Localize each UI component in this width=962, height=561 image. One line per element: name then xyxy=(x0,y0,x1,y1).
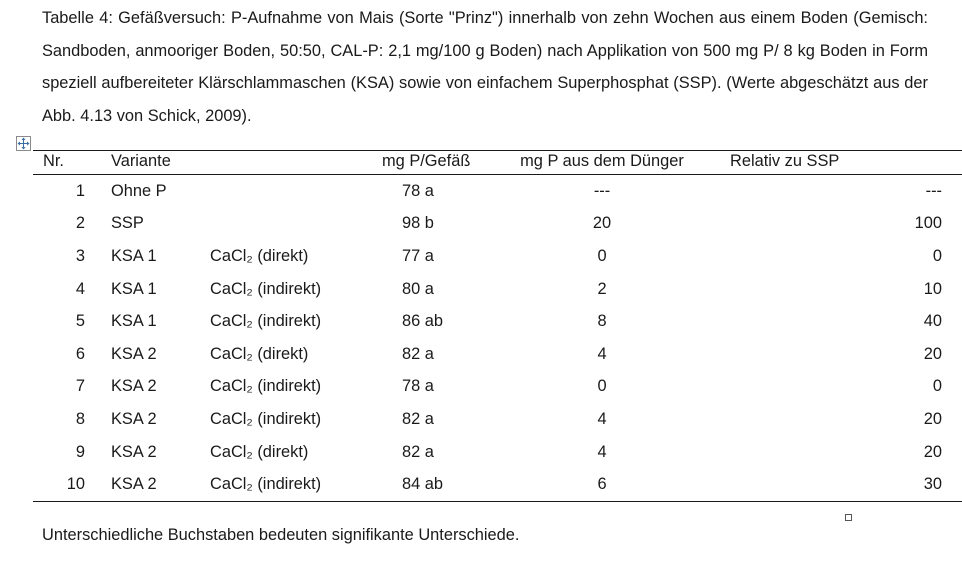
cell-relativ-ssp: 40 xyxy=(923,312,942,331)
cell-relativ-ssp: 10 xyxy=(923,279,942,298)
cell-mg-p-duenger: 4 xyxy=(597,442,607,461)
cell-nr: 3 xyxy=(75,246,85,265)
cell-variante: Ohne P xyxy=(111,181,167,200)
cell-mg-p-duenger: 0 xyxy=(597,377,607,396)
cell-extraktion: CaCl₂ (indirekt) xyxy=(210,468,357,501)
cell-nr: 5 xyxy=(75,312,85,331)
move-arrows-icon xyxy=(17,137,30,150)
header-nr: Nr. xyxy=(33,151,85,175)
cell-extraktion: CaCl₂ (indirekt) xyxy=(210,279,322,298)
header-relativ-ssp: Relativ zu SSP xyxy=(695,151,962,175)
cell-relativ-ssp: --- xyxy=(925,181,942,200)
data-table xyxy=(33,150,962,502)
cell-extraktion: CaCl₂ (direkt) xyxy=(210,442,309,461)
cell-nr: 7 xyxy=(75,377,85,396)
cell-relativ-ssp: 20 xyxy=(923,442,942,461)
table-resize-handle[interactable] xyxy=(845,514,852,521)
cell-relativ-ssp: 30 xyxy=(695,468,962,501)
table-row xyxy=(33,338,962,371)
table-row xyxy=(33,468,962,501)
cell-nr: 4 xyxy=(75,279,85,298)
cell-mg-p-gefaess: 98 b xyxy=(402,214,434,233)
header-mg-p-duenger: mg P aus dem Dünger xyxy=(509,151,695,175)
cell-mg-p-duenger: 20 xyxy=(592,214,612,233)
table-row xyxy=(33,240,962,273)
cell-mg-p-gefaess: 78 a xyxy=(402,181,434,200)
table-row xyxy=(33,273,962,306)
cell-extraktion: CaCl₂ (direkt) xyxy=(210,246,309,265)
cell-variante: SSP xyxy=(111,214,144,233)
table-caption: Tabelle 4: Gefäßversuch: P-Aufnahme von Mais (Sorte "Prinz") innerhalb von zehn Wochen aus einem Boden (Gemisch: Sandboden, anmooriger Boden, 50:50, CAL-P: 2,1 mg/100 g Boden) nach Applikation von 500 mg P/ 8 kg Boden in Form speziell aufbereiteter Klärschlammaschen (KSA) sowie von einfachem Superphosphat (SSP). (Werte abgeschätzt aus der Abb. 4.13 von Schick, 2009). xyxy=(42,9,928,125)
cell-extraktion xyxy=(210,175,357,208)
cell-variante: KSA 2 xyxy=(85,468,210,501)
cell-mg-p-gefaess: 82 a xyxy=(402,344,434,363)
cell-mg-p-duenger: 4 xyxy=(597,344,607,363)
cell-nr: 1 xyxy=(75,181,85,200)
cell-mg-p-duenger: 6 xyxy=(509,468,695,501)
table-row xyxy=(33,436,962,469)
cell-relativ-ssp: 0 xyxy=(932,377,942,396)
cell-mg-p-gefaess: 86 ab xyxy=(402,312,444,331)
cell-extraktion: CaCl₂ (indirekt) xyxy=(210,312,322,331)
cell-variante: KSA 1 xyxy=(111,246,157,265)
cell-mg-p-duenger: 4 xyxy=(597,409,607,428)
header-extraktion xyxy=(210,151,357,175)
table-move-handle[interactable] xyxy=(16,136,31,151)
cell-relativ-ssp: 0 xyxy=(932,246,942,265)
cell-mg-p-gefaess: 84 ab xyxy=(357,468,509,501)
cell-mg-p-gefaess: 80 a xyxy=(402,279,434,298)
table-row xyxy=(33,208,962,241)
cell-mg-p-duenger: 2 xyxy=(597,279,607,298)
cell-variante: KSA 1 xyxy=(111,279,157,298)
table-row xyxy=(33,305,962,338)
cell-extraktion xyxy=(210,208,357,241)
cell-mg-p-gefaess: 82 a xyxy=(402,409,434,428)
cell-mg-p-duenger: 0 xyxy=(597,246,607,265)
cell-variante: KSA 2 xyxy=(111,442,157,461)
cell-nr: 10 xyxy=(33,468,85,501)
cell-variante: KSA 2 xyxy=(111,344,157,363)
cell-mg-p-gefaess: 82 a xyxy=(402,442,434,461)
cell-nr: 8 xyxy=(75,409,85,428)
cell-extraktion: CaCl₂ (direkt) xyxy=(210,344,309,363)
cell-relativ-ssp: 100 xyxy=(914,214,942,233)
cell-mg-p-gefaess: 77 a xyxy=(402,246,434,265)
table-footnote: Unterschiedliche Buchstaben bedeuten signifikante Unterschiede. xyxy=(42,526,520,544)
table-row xyxy=(33,175,962,208)
cell-relativ-ssp: 20 xyxy=(923,409,942,428)
cell-variante: KSA 2 xyxy=(111,377,157,396)
cell-variante: KSA 2 xyxy=(111,409,157,428)
cell-nr: 2 xyxy=(75,214,85,233)
cell-mg-p-gefaess: 78 a xyxy=(402,377,434,396)
header-variante: Variante xyxy=(85,151,210,175)
cell-extraktion: CaCl₂ (indirekt) xyxy=(210,409,322,428)
cell-nr: 6 xyxy=(75,344,85,363)
cell-variante: KSA 1 xyxy=(111,312,157,331)
header-mg-p-gefaess: mg P/Gefäß xyxy=(357,151,509,175)
table-header-row xyxy=(33,151,962,175)
table-row xyxy=(33,403,962,436)
cell-extraktion: CaCl₂ (indirekt) xyxy=(210,377,322,396)
cell-mg-p-duenger: --- xyxy=(593,181,611,200)
cell-mg-p-duenger: 8 xyxy=(597,312,607,331)
table-row xyxy=(33,371,962,404)
cell-relativ-ssp: 20 xyxy=(923,344,942,363)
cell-nr: 9 xyxy=(75,442,85,461)
